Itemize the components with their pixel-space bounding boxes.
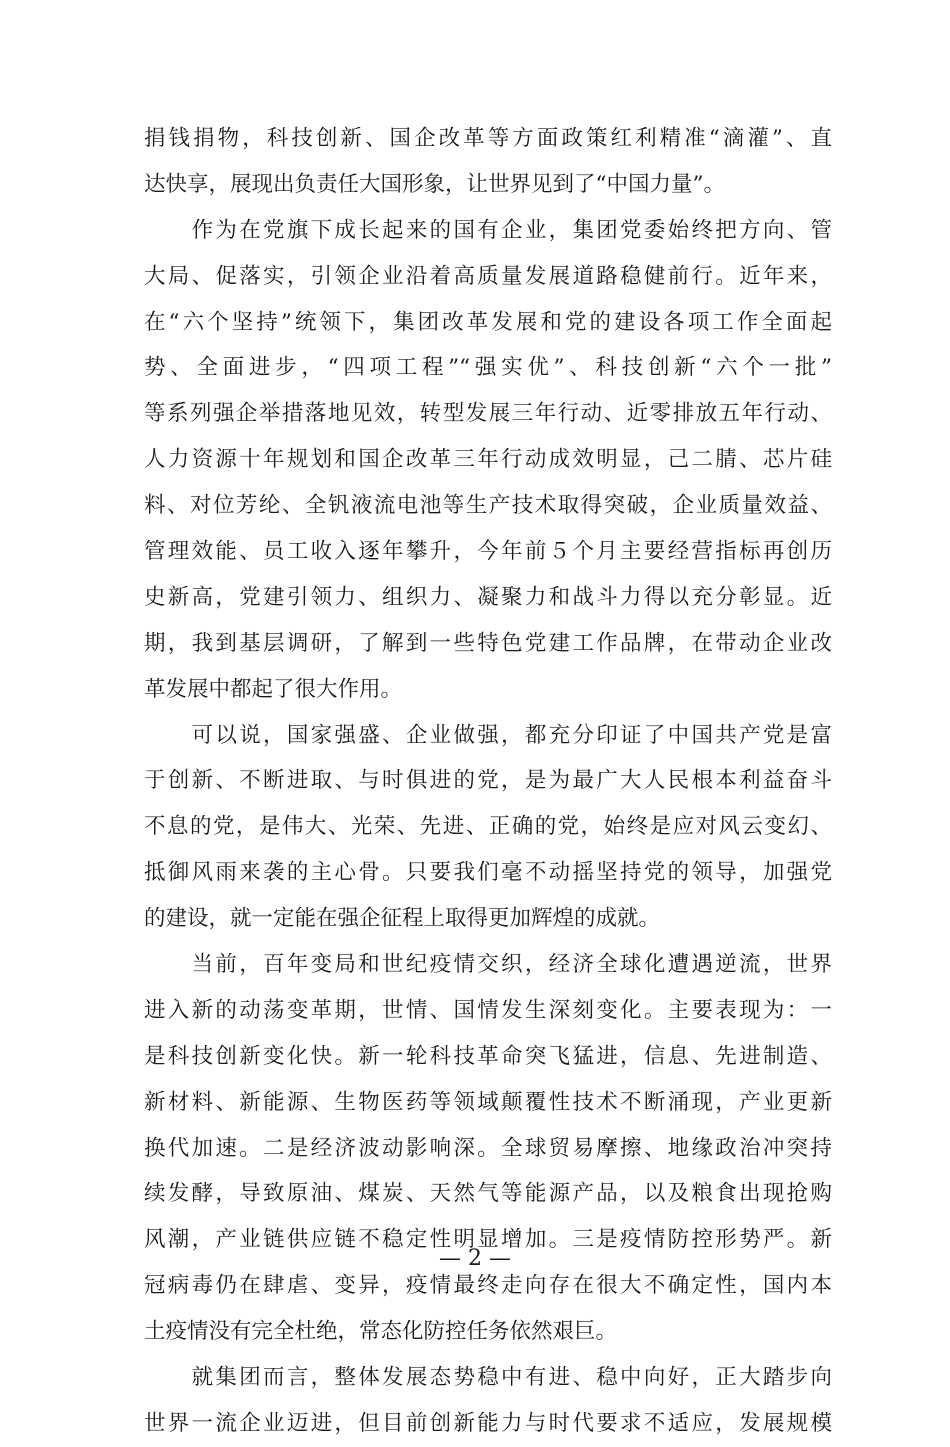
text-line: 新材料、新能源、生物医药等领域颠覆性技术不断涌现，产业更新: [144, 1089, 832, 1115]
text-line: 革发展中都起了很大作用。: [144, 676, 403, 702]
text-line: 管理效能、员工收入逐年攀升，今年前５个月主要经营指标再创历: [144, 539, 832, 565]
text-line: 不息的党，是伟大、光荣、先进、正确的党，始终是应对风云变幻、: [144, 814, 832, 840]
text-line: 进入新的动荡变革期，世情、国情发生深刻变化。主要表现为：一: [144, 997, 832, 1023]
text-line: 势、全面进步，“四项工程”“强实优”、科技创新“六个一批”: [144, 355, 832, 381]
text-line: 风潮，产业链供应链不稳定性明显增加。三是疫情防控形势严。新: [144, 1227, 832, 1253]
text-line: 的建设，就一定能在强企征程上取得更加辉煌的成就。: [144, 906, 661, 932]
text-line: 就集团而言，整体发展态势稳中有进、稳中向好，正大踏步向: [144, 1365, 832, 1391]
text-line: 达快享，展现出负责任大国形象，让世界见到了“中国力量”。: [144, 171, 725, 197]
text-line: 可以说，国家强盛、企业做强，都充分印证了中国共产党是富: [144, 722, 832, 748]
text-line: 是科技创新变化快。新一轮科技革命突飞猛进，信息、先进制造、: [144, 1043, 832, 1069]
text-line: 捐钱捐物，科技创新、国企改革等方面政策红利精准“滴灌”、直: [144, 126, 832, 151]
text-line: 大局、促落实，引领企业沿着高质量发展道路稳健前行。近年来，: [144, 263, 832, 289]
text-line: 当前，百年变局和世纪疫情交织，经济全球化遭遇逆流，世界: [144, 952, 832, 978]
page-number: — 2 —: [439, 1246, 511, 1271]
text-line: 换代加速。二是经济波动影响深。全球贸易摩擦、地缘政治冲突持: [144, 1135, 832, 1161]
text-line: 在“六个坚持”统领下，集团改革发展和党的建设各项工作全面起: [144, 309, 832, 335]
text-line: 料、对位芳纶、全钒液流电池等生产技术取得突破，企业质量效益、: [144, 493, 832, 519]
text-line: 冠病毒仍在肆虐、变异，疫情最终走向存在很大不确定性，国内本: [144, 1273, 832, 1299]
text-line: 期，我到基层调研，了解到一些特色党建工作品牌，在带动企业改: [144, 630, 832, 656]
text-line: 史新高，党建引领力、组织力、凝聚力和战斗力得以充分彰显。近: [144, 584, 832, 610]
text-line: 人力资源十年规划和国企改革三年行动成效明显，己二腈、芯片硅: [144, 447, 832, 473]
text-line: 作为在党旗下成长起来的国有企业，集团党委始终把方向、管: [144, 217, 832, 243]
text-line: 世界一流企业迈进，但目前创新能力与时代要求不适应，发展规模: [144, 1410, 832, 1436]
text-line: 于创新、不断进取、与时俱进的党，是为最广大人民根本利益奋斗: [144, 768, 832, 794]
text-line: 抵御风雨来袭的主心骨。只要我们毫不动摇坚持党的领导，加强党: [144, 860, 832, 886]
text-line: 等系列强企举措落地见效，转型发展三年行动、近零排放五年行动、: [144, 401, 832, 427]
text-line: 土疫情没有完全杜绝，常态化防控任务依然艰巨。: [144, 1319, 618, 1345]
text-line: 续发酵，导致原油、煤炭、天然气等能源产品，以及粮食出现抢购: [144, 1181, 832, 1207]
